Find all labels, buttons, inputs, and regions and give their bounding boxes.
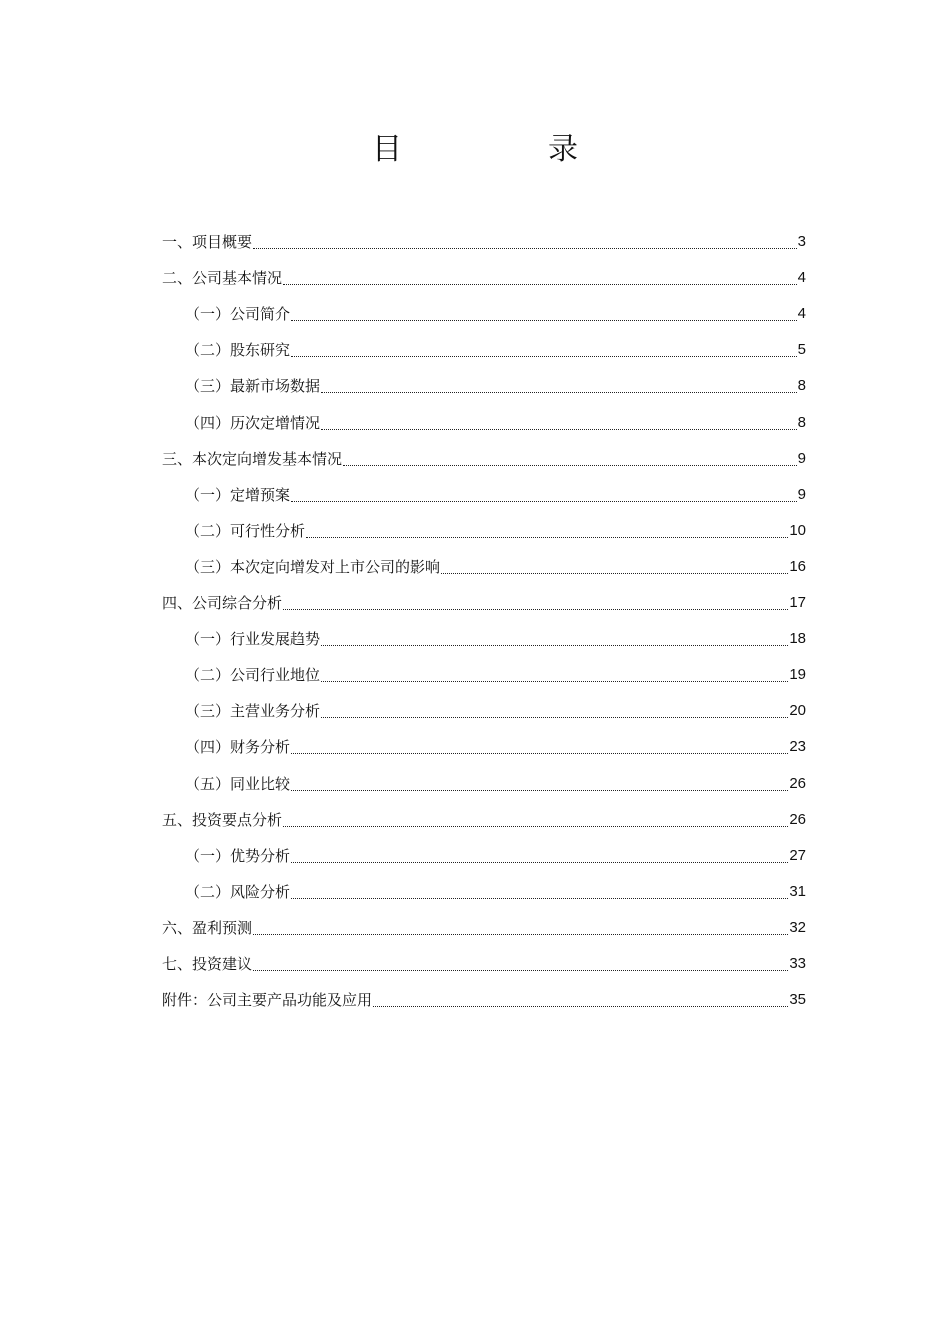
toc-entry[interactable] — [162, 402, 806, 438]
toc-entry-page-number: 33 — [789, 954, 806, 972]
toc-dot-leader — [253, 248, 797, 249]
toc-entry-page-number: 32 — [789, 918, 806, 936]
toc-entry[interactable] — [162, 366, 806, 402]
toc-entry[interactable] — [162, 583, 806, 619]
toc-entry-label: 三、本次定向增发基本情况 — [162, 449, 343, 468]
toc-entry-page-number: 26 — [789, 810, 806, 828]
table-of-contents — [162, 222, 806, 1016]
toc-entry-label: （一）定增预案 — [185, 485, 291, 504]
toc-dot-leader — [253, 934, 788, 935]
toc-entry-page-number: 4 — [797, 269, 806, 287]
toc-entry[interactable] — [162, 980, 806, 1016]
toc-entry-page-number: 26 — [789, 774, 806, 792]
toc-title: 目 录 — [372, 132, 636, 167]
toc-entry[interactable] — [162, 294, 806, 330]
toc-entry-label: （一）优势分析 — [185, 846, 291, 865]
toc-entry-label: 二、公司基本情况 — [162, 269, 283, 288]
toc-dot-leader — [283, 284, 797, 285]
toc-entry[interactable] — [162, 619, 806, 655]
toc-entry-page-number: 18 — [789, 630, 806, 648]
toc-dot-leader — [321, 717, 788, 718]
toc-dot-leader — [291, 862, 788, 863]
toc-entry[interactable] — [162, 547, 806, 583]
toc-entry-page-number: 16 — [789, 557, 806, 575]
toc-entry-page-number: 20 — [789, 702, 806, 720]
toc-dot-leader — [321, 429, 797, 430]
toc-entry-page-number: 9 — [797, 449, 806, 467]
toc-entry-label: （二）公司行业地位 — [185, 666, 321, 685]
toc-entry-label: （五）同业比较 — [185, 774, 291, 793]
toc-dot-leader — [291, 753, 788, 754]
toc-entry-page-number: 31 — [789, 882, 806, 900]
toc-entry-page-number: 19 — [789, 666, 806, 684]
toc-entry[interactable] — [162, 836, 806, 872]
toc-entry[interactable] — [162, 330, 806, 366]
toc-entry-label: （二）可行性分析 — [185, 521, 306, 540]
toc-entry-label: （二）风险分析 — [185, 882, 291, 901]
toc-entry-label: （二）股东研究 — [185, 341, 291, 360]
toc-entry-page-number: 8 — [797, 413, 806, 431]
toc-entry-label: 一、项目概要 — [162, 233, 253, 252]
toc-entry-page-number: 5 — [797, 341, 806, 359]
toc-entry-label: （一）行业发展趋势 — [185, 630, 321, 649]
toc-entry-label: 六、盈利预测 — [162, 918, 253, 937]
toc-entry[interactable] — [162, 222, 806, 258]
toc-entry-page-number: 10 — [789, 521, 806, 539]
toc-entry-label: 七、投资建议 — [162, 954, 253, 973]
toc-dot-leader — [253, 970, 788, 971]
toc-entry-label: （四）财务分析 — [185, 738, 291, 757]
toc-entry[interactable] — [162, 872, 806, 908]
toc-entry[interactable] — [162, 475, 806, 511]
toc-dot-leader — [291, 356, 797, 357]
toc-entry[interactable] — [162, 800, 806, 836]
toc-dot-leader — [373, 1006, 788, 1007]
toc-dot-leader — [283, 609, 788, 610]
toc-entry-label: 附件：公司主要产品功能及应用 — [162, 991, 373, 1010]
toc-dot-leader — [321, 392, 797, 393]
toc-dot-leader — [291, 320, 797, 321]
toc-dot-leader — [441, 573, 788, 574]
toc-dot-leader — [321, 645, 788, 646]
toc-entry-page-number: 17 — [789, 594, 806, 612]
toc-entry-page-number: 3 — [797, 233, 806, 251]
toc-entry-label: （三）本次定向增发对上市公司的影响 — [185, 557, 441, 576]
toc-dot-leader — [291, 790, 788, 791]
toc-entry[interactable] — [162, 908, 806, 944]
toc-entry[interactable] — [162, 655, 806, 691]
toc-entry[interactable] — [162, 763, 806, 799]
toc-dot-leader — [343, 465, 797, 466]
toc-entry-label: 五、投资要点分析 — [162, 810, 283, 829]
toc-entry-page-number: 8 — [797, 377, 806, 395]
toc-entry-page-number: 9 — [797, 485, 806, 503]
toc-dot-leader — [291, 898, 788, 899]
toc-entry[interactable] — [162, 944, 806, 980]
toc-entry-page-number: 23 — [789, 738, 806, 756]
toc-entry-page-number: 27 — [789, 846, 806, 864]
toc-entry[interactable] — [162, 727, 806, 763]
toc-entry-label: （三）最新市场数据 — [185, 377, 321, 396]
toc-dot-leader — [283, 826, 788, 827]
toc-entry-label: （三）主营业务分析 — [185, 702, 321, 721]
toc-entry[interactable] — [162, 691, 806, 727]
toc-dot-leader — [306, 537, 788, 538]
toc-entry[interactable] — [162, 258, 806, 294]
toc-entry-page-number: 4 — [797, 305, 806, 323]
toc-entry-label: （一）公司简介 — [185, 305, 291, 324]
toc-entry-page-number: 35 — [789, 991, 806, 1009]
toc-dot-leader — [291, 501, 797, 502]
toc-dot-leader — [321, 681, 788, 682]
toc-entry[interactable] — [162, 511, 806, 547]
toc-entry-label: （四）历次定增情况 — [185, 413, 321, 432]
toc-entry[interactable] — [162, 439, 806, 475]
toc-entry-label: 四、公司综合分析 — [162, 594, 283, 613]
